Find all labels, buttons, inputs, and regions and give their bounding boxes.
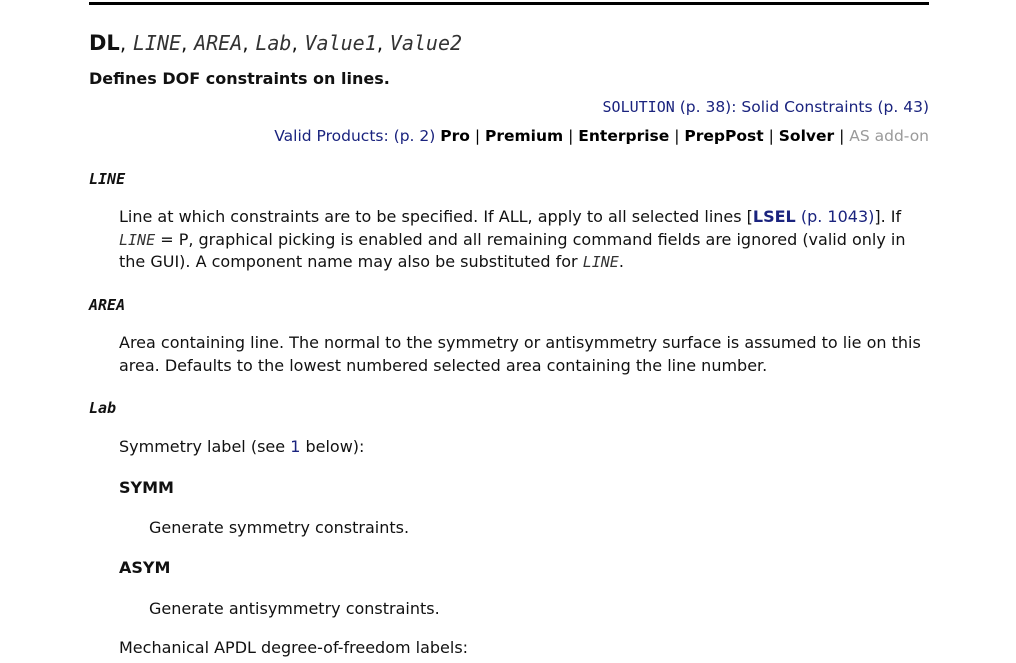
valid-products-page-link[interactable]: (p. 2) xyxy=(393,127,436,145)
command-description: Defines DOF constraints on lines. xyxy=(89,69,390,88)
product-preppost: PrepPost xyxy=(684,127,764,145)
option-asym-desc: Generate antisymmetry constraints. xyxy=(149,599,440,618)
line-text-3: = P, graphical picking is enabled and all remaining command fields are ignored (valid only in the GUI). A component name may also be substituted for xyxy=(119,229,906,271)
product-separator: | xyxy=(839,127,845,145)
product-separator: | xyxy=(474,127,481,145)
product-separator: | xyxy=(568,127,574,145)
arg-description-line xyxy=(119,206,929,274)
breadcrumb-section-page-link[interactable]: (p. 38) xyxy=(679,98,732,116)
option-asym-label: ASYM xyxy=(119,558,171,577)
product-separator: | xyxy=(674,127,680,145)
top-rule xyxy=(89,2,929,5)
breadcrumb xyxy=(603,97,929,117)
line-text-4: . xyxy=(618,252,624,271)
signature-arg-value2: Value2 xyxy=(389,31,463,55)
product-addon: AS add-on xyxy=(849,127,929,145)
arg-separator: , xyxy=(181,31,188,55)
line-arg-ref: LINE xyxy=(119,230,156,249)
breadcrumb-colon: : xyxy=(731,98,737,116)
product-separator: | xyxy=(768,127,774,145)
line-text-1: Line at which constraints are to be specified. If ALL, apply to all selected lines [ xyxy=(119,207,753,226)
line-arg-ref-2: LINE xyxy=(582,253,619,271)
option-symm-desc: Generate symmetry constraints. xyxy=(149,518,410,537)
arg-heading-lab: Lab xyxy=(89,399,117,417)
product-enterprise: Enterprise xyxy=(578,127,670,145)
lsel-page-link[interactable]: (p. 1043) xyxy=(800,207,875,226)
dof-labels-intro: Mechanical APDL degree-of-freedom labels: xyxy=(119,638,469,657)
product-premium: Premium xyxy=(485,127,564,145)
signature-arg-area: AREA xyxy=(194,31,243,55)
arg-separator: , xyxy=(376,31,384,55)
valid-products-label-link[interactable]: Valid Products: xyxy=(274,127,389,145)
breadcrumb-subsection-page-link[interactable]: (p. 43) xyxy=(877,98,929,116)
product-solver: Solver xyxy=(778,127,835,145)
option-symm-label: SYMM xyxy=(119,478,174,497)
arg-heading-line: LINE xyxy=(89,170,126,188)
arg-description-area: Area containing line. The normal to the symmetry or antisymmetry surface is assumed to lie on this area. Defaults to the lowest numbered selected area containing the line number. xyxy=(119,333,921,375)
valid-products xyxy=(274,126,929,146)
arg-heading-area: AREA xyxy=(89,296,126,314)
signature-arg-lab: Lab xyxy=(255,31,292,55)
arg-separator: , xyxy=(242,31,249,55)
breadcrumb-subsection-link[interactable]: Solid Constraints xyxy=(741,98,873,116)
lsel-command-link[interactable]: LSEL xyxy=(752,207,796,226)
product-pro: Pro xyxy=(440,127,470,145)
command-name: DL xyxy=(89,31,120,55)
lab-text-1: Symmetry label (see xyxy=(119,437,291,456)
arg-description-lab xyxy=(119,436,929,459)
signature-arg-line: LINE xyxy=(132,31,182,55)
signature-arg-value1: Value1 xyxy=(304,31,377,55)
lab-text-2: below): xyxy=(300,437,365,456)
command-signature xyxy=(89,30,462,56)
note-1-link[interactable]: 1 xyxy=(290,437,301,456)
breadcrumb-section-link[interactable]: SOLUTION xyxy=(602,98,675,116)
line-text-2: ]. If xyxy=(874,207,902,226)
arg-separator: , xyxy=(119,31,127,55)
arg-separator: , xyxy=(291,31,298,55)
